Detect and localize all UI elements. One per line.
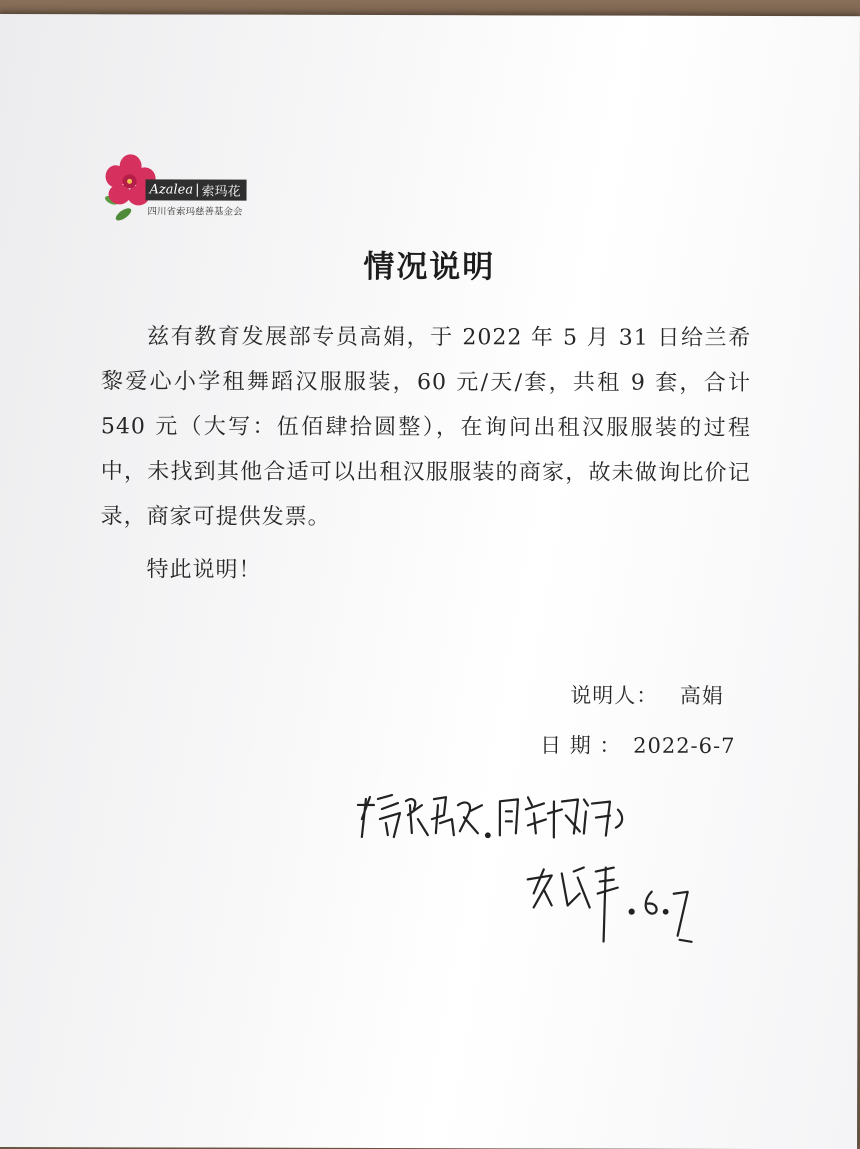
closing-paragraph: 特此说明！: [146, 557, 262, 583]
logo-name-cn: 索玛花: [201, 184, 241, 200]
logo-name-plate: Azalea | 索玛花: [146, 179, 247, 200]
logo-organization: 四川省索玛慈善基金会: [147, 206, 243, 218]
signatory-label: 说明人：: [570, 683, 659, 708]
document-title: 情况说明: [363, 248, 496, 286]
document-paper: [0, 14, 860, 1149]
signatory-line: [570, 679, 724, 709]
logo-name-en: Azalea: [149, 182, 194, 198]
date-value: 2022-6-7: [633, 733, 736, 758]
signatory-name: 高娟: [679, 683, 724, 708]
document-body: [100, 314, 751, 594]
body-paragraph: 兹有教育发展部专员高娟，于 2022 年 5 月 31 日给兰希黎爱心小学租舞蹈汉服服装，60 元/天/套，共租 9 套，合计 540 元（大写：伍佰肆拾圆整），在询问出租汉服服装的过程中，未找到其他合适可以出租汉服服装的商家，故未做询比价记录，商家可提供发票。: [100, 324, 752, 530]
date-label: 日 期 ：: [540, 733, 622, 758]
foundation-logo: [103, 148, 283, 228]
handwritten-approval-signature: [348, 775, 708, 956]
date-line: [540, 729, 735, 760]
